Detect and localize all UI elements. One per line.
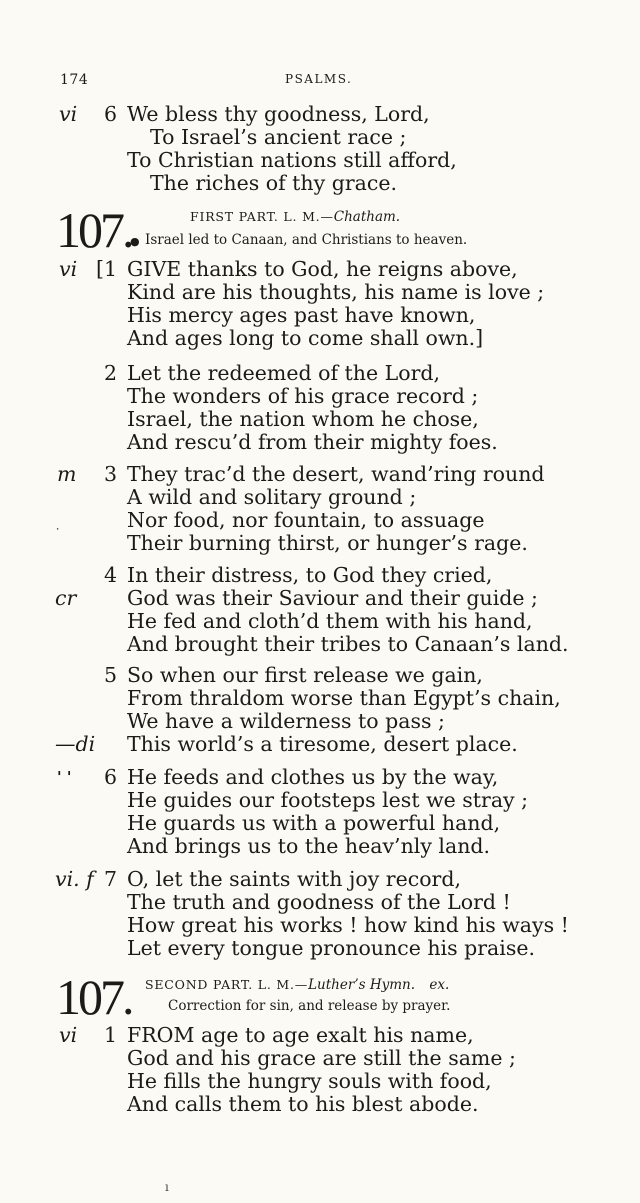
verse-line: The wonders of his grace record ;	[127, 384, 479, 408]
verse-line: Kind are his thoughts, his name is love ;	[127, 280, 545, 304]
tune-name: Chatham.	[333, 209, 401, 225]
verse-line: And calls them to his blest abode.	[127, 1092, 479, 1116]
verse-line: To Christian nations still afford,	[127, 148, 457, 172]
verse-line: God and his grace are still the same ;	[127, 1046, 516, 1070]
tune-name: Luther’s Hymn.	[308, 977, 416, 993]
verse-line: Let the redeemed of the Lord,	[127, 361, 441, 385]
verse-line: The truth and goodness of the Lord !	[127, 890, 511, 914]
hymn-number: 107.	[56, 202, 132, 258]
verse-line: He fed and cloth’d them with his hand,	[127, 609, 533, 633]
verse-line: He fills the hungry souls with food,	[127, 1069, 492, 1093]
verse-line: He feeds and clothes us by the way,	[127, 765, 499, 789]
verse-line: O, let the saints with joy record,	[127, 867, 461, 891]
stanza-number: [1	[96, 257, 118, 281]
verse-line: They trac’d the desert, wand’ring round	[127, 462, 545, 486]
verse-line: To Israel’s ancient race ;	[150, 125, 407, 149]
verse-line: So when our first release we gain,	[127, 663, 483, 687]
verse-line: GIVE thanks to God, he reigns above,	[127, 257, 518, 281]
dynamics-mark: vi	[59, 257, 78, 281]
stanza-number: 7	[104, 867, 118, 891]
verse-line: God was their Saviour and their guide ;	[127, 586, 538, 610]
dynamics-mark: vi	[59, 1023, 78, 1047]
hymn-subject: Correction for sin, and release by prayer.	[168, 998, 451, 1014]
stanza-number: 3	[104, 462, 118, 486]
running-title: PSALMS.	[285, 72, 353, 86]
page-number: 174	[60, 72, 89, 88]
verse-line: The riches of thy grace.	[150, 171, 397, 195]
dynamics-mark: m	[57, 462, 77, 486]
print-speck: ⸱	[56, 522, 60, 536]
verse-line: How great his works ! how kind his ways !	[127, 913, 569, 937]
dynamics-mark: vi. f	[55, 867, 94, 891]
verse-line: Israel, the nation whom he chose,	[127, 407, 479, 431]
dynamics-mark: vi	[59, 102, 78, 126]
part-and-meter: FIRST PART. L. M.—Chatham.	[190, 209, 401, 225]
verse-line: In their distress, to God they cried,	[127, 563, 493, 587]
stanza-number: 1	[104, 1023, 118, 1047]
verse-line: This world’s a tiresome, desert place.	[127, 732, 518, 756]
bullet-icon: ●	[130, 235, 140, 248]
stanza-number: 6	[104, 765, 118, 789]
verse-line: FROM age to age exalt his name,	[127, 1023, 474, 1047]
stanza-number: 2	[104, 361, 118, 385]
tune-suffix: ex.	[429, 977, 450, 993]
verse-line: His mercy ages past have known,	[127, 303, 476, 327]
part-and-meter: SECOND PART. L. M.—Luther’s Hymn. ex.	[145, 977, 450, 993]
stanza-number: 6	[104, 102, 118, 126]
verse-line: He guides our footsteps lest we stray ;	[127, 788, 529, 812]
verse-line: Let every tongue pronounce his praise.	[127, 936, 536, 960]
stanza-number: 5	[104, 663, 118, 687]
verse-line: And rescu’d from their mighty foes.	[127, 430, 498, 454]
verse-line: And brings us to the heav’nly land.	[127, 834, 491, 858]
dynamics-mark: cr	[55, 586, 77, 610]
hymn-number: 107.	[56, 969, 132, 1025]
stanza-number: 4	[104, 563, 118, 587]
verse-line: Their burning thirst, or hunger’s rage.	[127, 531, 528, 555]
verse-line: And brought their tribes to Canaan’s land.	[127, 632, 569, 656]
hymn-subject: Israel led to Canaan, and Christians to heaven.	[145, 232, 468, 248]
verse-line: We bless thy goodness, Lord,	[127, 102, 430, 126]
verse-line: And ages long to come shall own.]	[127, 326, 484, 350]
verse-line: A wild and solitary ground ;	[127, 485, 417, 509]
ditto-mark: ' '	[57, 768, 72, 786]
dynamics-mark: —di	[55, 732, 96, 756]
verse-line: Nor food, nor fountain, to assuage	[127, 508, 485, 532]
print-speck: ı	[165, 1180, 169, 1194]
verse-line: We have a wilderness to pass ;	[127, 709, 445, 733]
verse-line: He guards us with a powerful hand,	[127, 811, 501, 835]
page-header	[0, 72, 640, 92]
verse-line: From thraldom worse than Egypt’s chain,	[127, 686, 561, 710]
